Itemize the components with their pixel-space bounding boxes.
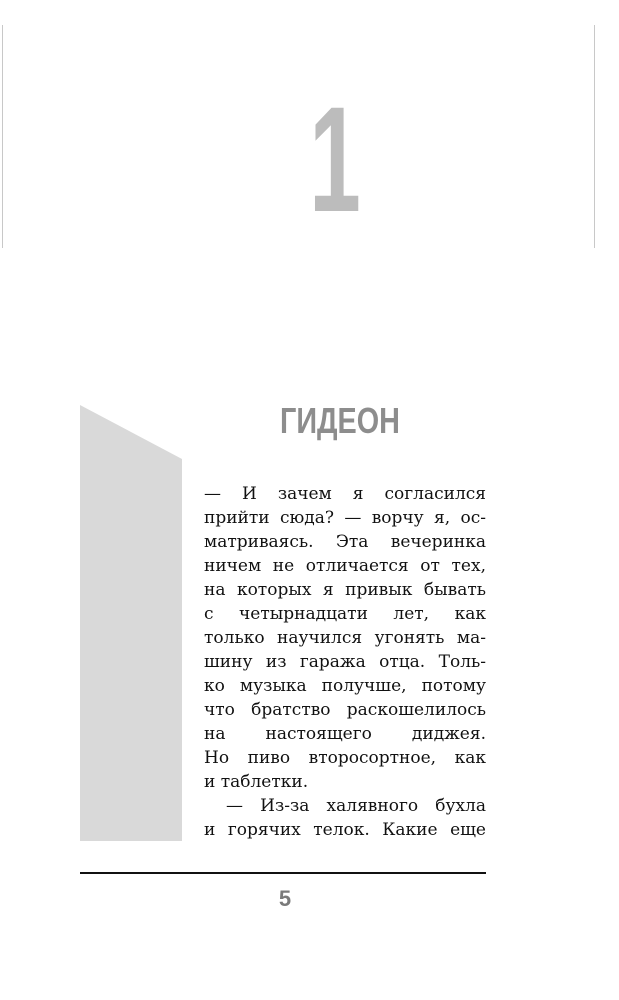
- frame-line-right: [594, 25, 595, 248]
- page-number: 5: [278, 886, 292, 911]
- chapter-title: ГИДЕОН: [280, 400, 400, 441]
- decorative-side-panel: [80, 405, 182, 841]
- body-line: — И зачем я согласился: [204, 484, 486, 504]
- body-line: на настоящего диджея.: [204, 724, 486, 744]
- body-line: только научился угонять ма-: [204, 628, 486, 648]
- body-line: ко музыка получше, потому: [204, 676, 486, 696]
- body-line: прийти сюда? — ворчу я, ос-: [204, 508, 486, 528]
- body-line: что братство раскошелилось: [204, 700, 486, 720]
- chapter-body-text: [204, 482, 486, 842]
- body-line: шину из гаража отца. Толь-: [204, 652, 486, 672]
- chapter-number: 1: [309, 75, 361, 243]
- footer-rule: [80, 872, 486, 874]
- body-line: и горячих телок. Какие еще: [204, 820, 486, 840]
- body-line: — Из-за халявного бухла: [226, 796, 486, 816]
- body-line: с четырнадцати лет, как: [204, 604, 486, 624]
- body-line: Но пиво второсортное, как: [204, 748, 486, 768]
- body-line: и таблетки.: [204, 772, 309, 792]
- frame-line-left: [2, 25, 3, 248]
- body-line: матриваясь. Эта вечеринка: [204, 532, 486, 552]
- body-line: на которых я привык бывать: [204, 580, 486, 600]
- body-line: ничем не отличается от тех,: [204, 556, 486, 576]
